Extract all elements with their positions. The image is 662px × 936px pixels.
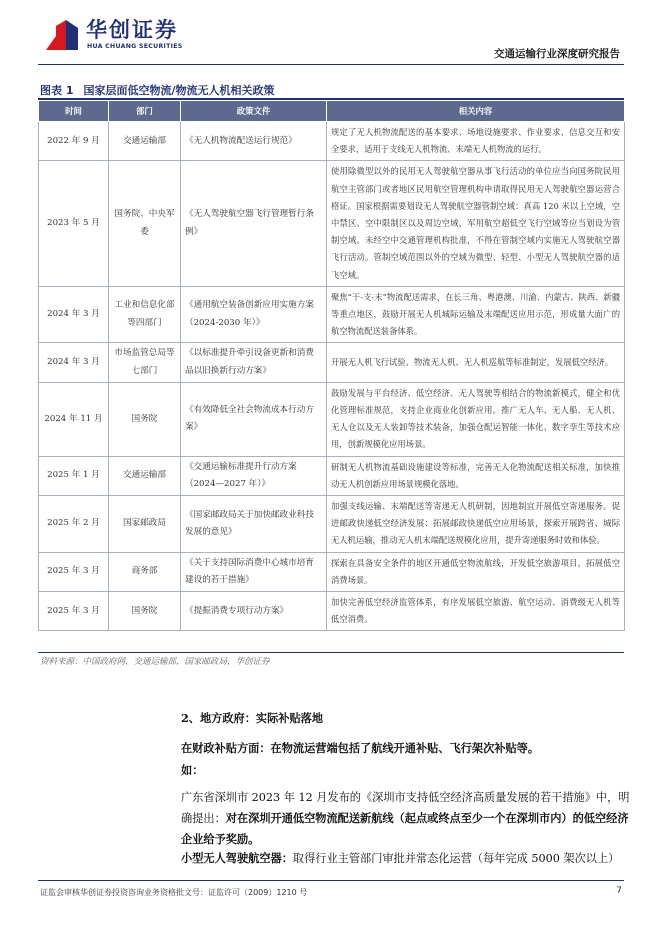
cell-date: 2025 年 3 月 [39, 552, 109, 591]
figure-title [40, 82, 275, 98]
cell-date: 2025 年 3 月 [39, 592, 109, 631]
cell-date: 2024 年 11 月 [39, 382, 109, 456]
table-row [39, 122, 625, 161]
paragraph-small-drone-lead: 小型无人驾驶航空器： [181, 851, 293, 865]
table-row [39, 343, 625, 382]
section-heading: 2、地方政府：实际补贴落地 [181, 711, 324, 725]
cell-content: 鼓励发展与平台经济、低空经济、无人驾驶等相结合的物流新模式，健全和优化管理标准规范，支持企业商业化创新应用。推广无人车、无人船、无人机、无人仓以及无人装卸等技术装备，加强仓配运智能一体化、数字孪生等技术应用，创新规模化应用场景。 [327, 382, 625, 456]
source-rule [38, 652, 624, 653]
cell-department: 国务院、中央军委 [109, 161, 181, 286]
cell-department: 工业和信息化部等四部门 [109, 286, 181, 343]
cell-department: 国家邮政局 [109, 496, 181, 553]
cell-policy: 《提振消费专项行动方案》 [181, 592, 327, 631]
column-header-department: 部门 [109, 101, 181, 122]
table-row [39, 552, 625, 591]
cell-policy: 《交通运输标准提升行动方案（2024—2027 年）》 [181, 456, 327, 495]
cell-date: 2025 年 2 月 [39, 496, 109, 553]
cell-content: 加快完善低空经济监管体系，有序发展低空旅游、航空运动、消费级无人机等低空消费。 [327, 592, 625, 631]
paragraph-example-intro: 如： [181, 763, 204, 777]
source-note: 资料来源：中国政府网，交通运输部，国家邮政局，华创证券 [40, 657, 270, 667]
footer-license: 证监会审核华创证券投资咨询业务资格批文号：证监许可（2009）1210 号 [40, 888, 308, 897]
footer-divider [38, 880, 624, 881]
column-header-policy: 政策文件 [181, 101, 327, 122]
cell-policy: 《通用航空装备创新应用实施方案（2024-2030 年）》 [181, 286, 327, 343]
table-row [39, 496, 625, 553]
cell-date: 2023 年 5 月 [39, 161, 109, 286]
cell-department: 商务部 [109, 552, 181, 591]
cell-content: 开展无人机飞行试验、物流无人机、无人机巡航等标准制定，发展低空经济。 [327, 343, 625, 382]
header-divider [38, 64, 624, 65]
brand-name-en: HUA CHUANG SECURITIES [87, 43, 183, 50]
cell-date: 2024 年 3 月 [39, 286, 109, 343]
table-row [39, 592, 625, 631]
cell-content: 探索在具备安全条件的地区开通低空物流航线，开发低空旅游项目，拓展低空消费场景。 [327, 552, 625, 591]
table-row [39, 161, 625, 286]
paragraph-shenzhen [181, 788, 636, 850]
cell-department: 交通运输部 [109, 122, 181, 161]
page-number: 7 [616, 886, 622, 896]
page-header [0, 0, 662, 70]
cell-policy: 《以标准提升牵引设备更新和消费品以旧换新行动方案》 [181, 343, 327, 382]
policy-table [38, 100, 625, 631]
figure-number: 图表 1 [40, 84, 74, 97]
report-type: 交通运输行业深度研究报告 [494, 48, 620, 60]
column-header-content: 相关内容 [327, 101, 625, 122]
cell-policy: 《无人驾驶航空器飞行管理暂行条例》 [181, 161, 327, 286]
cell-content: 研制无人机物流基础设施建设等标准，完善无人化物流配送相关标准，加快推动无人机创新应用场景规模化落地。 [327, 456, 625, 495]
cell-policy: 《关于支持国际消费中心城市培育建设的若干措施》 [181, 552, 327, 591]
table-header-row [39, 101, 625, 122]
cell-content: 加强支线运输、末端配送等寄递无人机研制，因地制宜开展低空寄递服务。促进邮政快递低空经济发展：拓展邮政快递低空应用场景，探索开展跨省、城际无人机运输，推动无人机末端配送规模化应用，提升寄递服务时效和体验。 [327, 496, 625, 553]
cell-department: 市场监管总局等七部门 [109, 343, 181, 382]
figure-caption: 国家层面低空物流/物流无人机相关政策 [83, 84, 275, 97]
cell-policy: 《有效降低全社会物流成本行动方案》 [181, 382, 327, 456]
cell-date: 2022 年 9 月 [39, 122, 109, 161]
paragraph-shenzhen-lead: 广东省深圳市 2023 年 12 月发布的《深圳市支持低空经济高质量发展的若干措施》中，明确提出： [181, 791, 630, 825]
paragraph-small-drone [181, 848, 636, 869]
cell-content: 规定了无人机物流配送的基本要求、场地设施要求、作业要求、信息交互和安全要求，适用于支线无人机物流、末端无人机物流的运行。 [327, 122, 625, 161]
cell-date: 2025 年 1 月 [39, 456, 109, 495]
cell-department: 交通运输部 [109, 456, 181, 495]
cell-content: 使用除微型以外的民用无人驾驶航空器从事飞行活动的单位应当向国务院民用航空主管部门或者地区民用航空管理机构申请取得民用无人驾驶航空器运营合格证。国家根据需要划设无人驾驶航空器管制空域：真高 120 米以上空域，空中禁区、空中限制区以及周边空域，军用航空超低空飞行空域等应当划设为管制空域。未经空中交通管理机构批准，不得在管制空域内实施无人驾驶航空器飞行活动。管制空域范围以外的空域为微型、轻型、小型无人驾驶航空器的适飞空域。 [327, 161, 625, 286]
cell-date: 2024 年 3 月 [39, 343, 109, 382]
table-row [39, 456, 625, 495]
brand-logo-icon [44, 18, 82, 52]
cell-policy: 《无人机物流配送运行规范》 [181, 122, 327, 161]
cell-department: 国务院 [109, 592, 181, 631]
cell-department: 国务院 [109, 382, 181, 456]
cell-policy: 《国家邮政局关于加快邮政业科技发展的意见》 [181, 496, 327, 553]
table-row [39, 382, 625, 456]
brand-name: 华创证券 [86, 18, 178, 42]
column-header-date: 时间 [39, 101, 109, 122]
cell-content: 聚焦“干-支-末”物流配送需求，在长三角、粤港澳、川渝、内蒙古、陕西、新疆等重点地区，鼓励开展无人机城际运输及末端配送应用示范，形成量大面广的航空物流配送装备体系。 [327, 286, 625, 343]
paragraph-subsidy: 在财政补贴方面：在物流运营端包括了航线开通补贴、飞行架次补贴等。 [181, 741, 540, 755]
paragraph-small-drone-text: 取得行业主管部门审批并常态化运营（每年完成 5000 架次以上） [292, 852, 620, 865]
table-row [39, 286, 625, 343]
paragraph-shenzhen-emphasis: 对在深圳开通低空物流配送新航线（起点或终点至少一个在深圳市内）的低空经济企业给予奖励。 [181, 811, 629, 846]
